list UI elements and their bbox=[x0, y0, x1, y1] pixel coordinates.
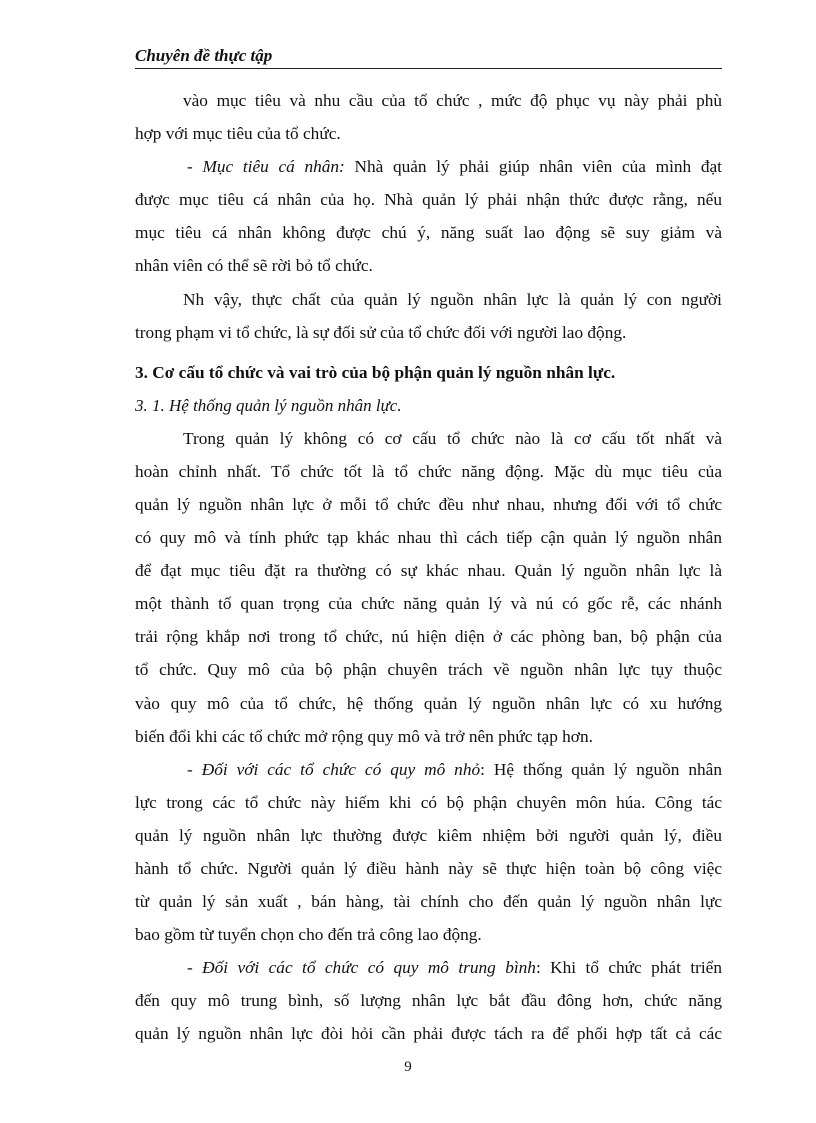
text-line: được mục tiêu cá nhân của họ. Nhà quản lý phải nhận thức được rằng, nếu bbox=[135, 190, 722, 210]
italic-label: - Đối với các tổ chức có quy mô nhỏ bbox=[187, 759, 481, 779]
text-line: Nh vậy, thực chất của quản lý nguồn nhân lực là quản lý con người bbox=[183, 289, 722, 309]
text-line bbox=[135, 150, 722, 183]
text-line: trong phạm vi tổ chức, là sự đối sử của tổ chức đối với người lao động. bbox=[135, 322, 627, 342]
paragraph bbox=[135, 753, 722, 952]
text-line: nhân viên có thể sẽ rời bỏ tổ chức. bbox=[135, 256, 373, 276]
page-header bbox=[135, 46, 722, 69]
text-line: để đạt mục tiêu đặt ra thường có sự khác nhau. Quản lý nguồn nhân lực là bbox=[135, 561, 722, 581]
text-line: có quy mô và tính phức tạp khác nhau thì cách tiếp cận quản lý nguồn nhân bbox=[135, 528, 722, 548]
text-line: hành tổ chức. Người quản lý điều hành này sẽ thực hiện toàn bộ công việc bbox=[135, 858, 722, 878]
paragraph bbox=[135, 422, 722, 753]
paragraph bbox=[135, 150, 722, 282]
header-title: Chuyên đề thực tập bbox=[135, 46, 273, 65]
text-line: hợp với mục tiêu của tổ chức. bbox=[135, 124, 341, 144]
text-line bbox=[135, 753, 722, 786]
text-line: vào quy mô của tổ chức, hệ thống quản lý nguồn nhân lực có xu hướng bbox=[135, 693, 722, 713]
text-line bbox=[135, 951, 722, 984]
paragraph bbox=[135, 84, 722, 150]
text-run: : Hệ thống quản lý nguồn nhân bbox=[480, 759, 722, 779]
text-line: vào mục tiêu và nhu cầu của tổ chức , mức độ phục vụ này phải phù bbox=[183, 91, 722, 110]
italic-label: - Mục tiêu cá nhân: bbox=[187, 157, 345, 177]
text-line: trải rộng khắp nơi trong tổ chức, nú hiện diện ở các phòng ban, bộ phận của bbox=[135, 627, 722, 647]
text-line: quản lý nguồn nhân lực ở mỗi tổ chức đều như nhau, nhưng đối với tổ chức bbox=[135, 494, 722, 514]
text-line: hoàn chỉnh nhất. Tổ chức tốt là tổ chức năng động. Mặc dù mục tiêu của bbox=[135, 461, 722, 481]
italic-label: - Đối với các tổ chức có quy mô trung bình bbox=[187, 958, 536, 978]
text-line: đến quy mô trung bình, số lượng nhân lực bắt đầu đông hơn, chức năng bbox=[135, 991, 722, 1011]
text-run: : Khi tổ chức phát triển bbox=[535, 958, 722, 978]
text-line: từ quản lý sản xuất , bán hàng, tài chính cho đến quản lý nguồn nhân lực bbox=[135, 892, 722, 912]
paragraph bbox=[135, 283, 722, 349]
text-line: lực trong các tổ chức này hiếm khi có bộ phận chuyên môn húa. Công tác bbox=[135, 792, 722, 812]
text-line: biến đổi khi các tổ chức mở rộng quy mô và trở nên phức tạp hơn. bbox=[135, 726, 593, 746]
text-line: mục tiêu cá nhân không được chú ý, năng suất lao động sẽ suy giảm và bbox=[135, 223, 722, 243]
text-line: bao gồm từ tuyển chọn cho đến trả công lao động. bbox=[135, 925, 482, 945]
section-subheading: 3. 1. Hệ thống quản lý nguồn nhân lực. bbox=[135, 395, 402, 415]
text-line: tổ chức. Quy mô của bộ phận chuyên trách về nguồn nhân lực tụy thuộc bbox=[135, 660, 722, 680]
section-heading: 3. Cơ cấu tổ chức và vai trò của bộ phận quản lý nguồn nhân lực. bbox=[135, 362, 616, 382]
text-line: một thành tố quan trọng của chức năng quản lý và nú có gốc rễ, các nhánh bbox=[135, 594, 722, 614]
document-body bbox=[135, 84, 722, 1051]
page-number: 9 bbox=[404, 1059, 412, 1075]
text-line: quản lý nguồn nhân lực thường được kiêm nhiệm bởi người quản lý, điều bbox=[135, 825, 722, 845]
text-line: Trong quản lý không có cơ cấu tổ chức nào là cơ cấu tốt nhất và bbox=[183, 428, 722, 448]
paragraph bbox=[135, 951, 722, 1050]
text-line: quản lý nguồn nhân lực đòi hỏi cần phải được tách ra để phối hợp tất cả các bbox=[135, 1024, 722, 1044]
text-run: Nhà quản lý phải giúp nhân viên của mình đạt bbox=[344, 157, 722, 177]
